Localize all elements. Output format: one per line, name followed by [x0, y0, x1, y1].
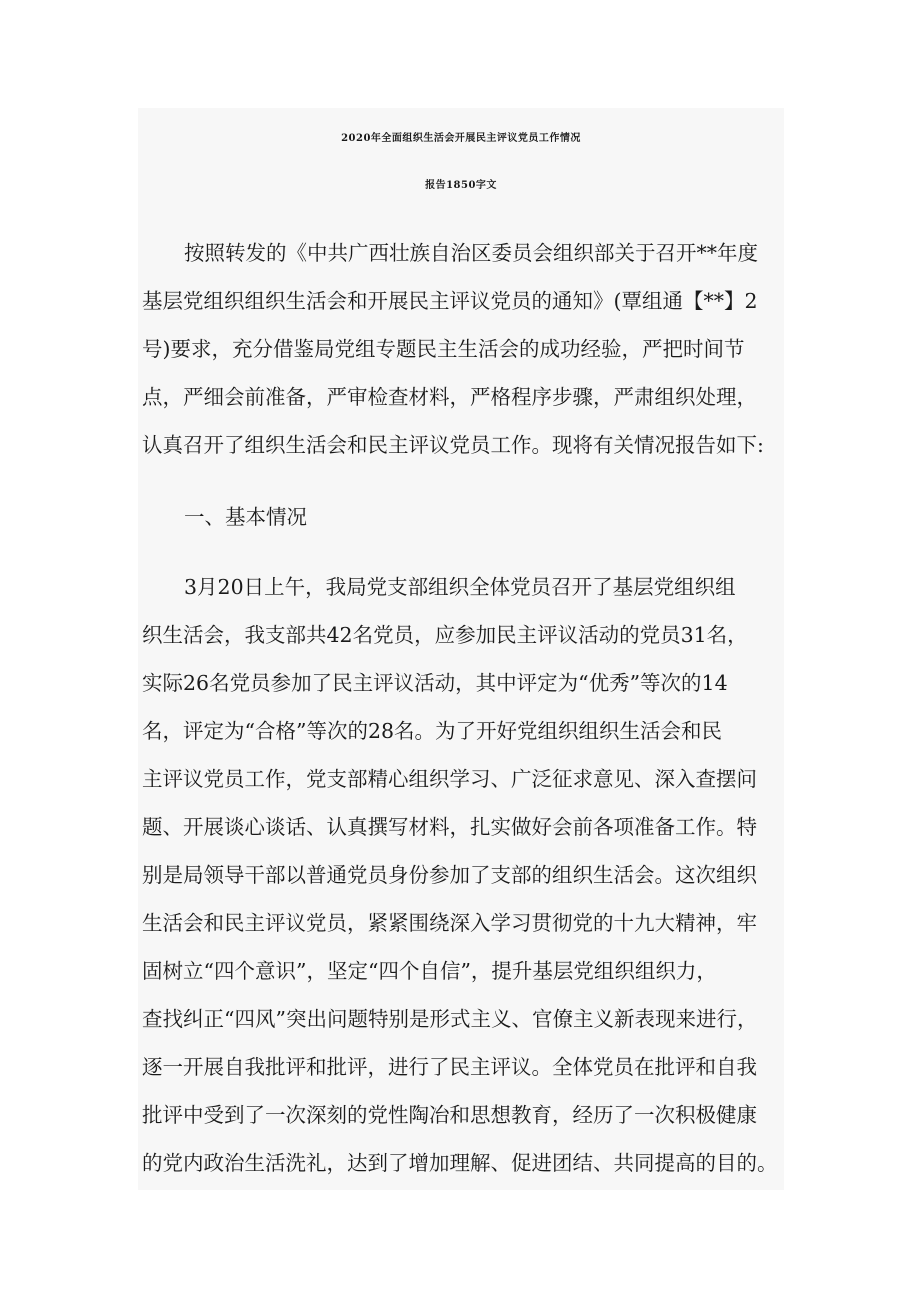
paragraph-line: 3月20日上午，我局党支部组织全体党员召开了基层党组织组	[184, 575, 736, 599]
paragraph-line: 别是局领导干部以普通党员身份参加了支部的组织生活会。这次组织	[142, 863, 757, 887]
paragraph-line: 的党内政治生活洗礼，达到了增加理解、促进团结、共同提高的目的。	[142, 1151, 778, 1175]
paragraph-line: 织生活会，我支部共42名党员，应参加民主评议活动的党员31名，	[142, 623, 748, 647]
paragraph-line: 批评中受到了一次深刻的党性陶冶和思想教育，经历了一次积极健康	[142, 1103, 757, 1127]
section-heading: 一、基本情况	[184, 505, 307, 529]
paragraph-line: 查找纠正“四风”突出问题特别是形式主义、官僚主义新表现来进行，	[142, 1007, 758, 1031]
paragraph-line: 认真召开了组织生活会和民主评议党员工作。现将有关情况报告如下:	[142, 433, 764, 457]
paragraph-line: 逐一开展自我批评和批评，进行了民主评议。全体党员在批评和自我	[142, 1055, 757, 1079]
paragraph-line: 生活会和民主评议党员，紧紧围绕深入学习贯彻党的十九大精神，牢	[142, 911, 757, 935]
document-title-line-2: 报告1850字文	[425, 180, 497, 191]
paragraph-line: 基层党组织组织生活会和开展民主评议党员的通知》(覃组通【**】2	[142, 289, 758, 313]
paragraph-line: 号)要求，充分借鉴局党组专题民主生活会的成功经验，严把时间节	[142, 337, 745, 361]
paragraph-line: 实际26名党员参加了民主评议活动，其中评定为“优秀”等次的14	[142, 671, 728, 695]
paragraph-line: 按照转发的《中共广西壮族自治区委员会组织部关于召开**年度	[184, 241, 758, 265]
paragraph-line: 名，评定为“合格”等次的28名。为了开好党组织组织生活会和民	[142, 719, 723, 743]
paragraph-line: 题、开展谈心谈话、认真撰写材料，扎实做好会前各项准备工作。特	[142, 815, 757, 839]
paragraph-line: 点，严细会前准备，严审检查材料，严格程序步骤，严肃组织处理，	[142, 385, 757, 409]
paragraph-line: 固树立“四个意识”，坚定“四个自信”，提升基层党组织组织力，	[142, 959, 717, 983]
document-title-line-1: 2020年全面组织生活会开展民主评议党员工作情况	[341, 133, 581, 144]
paragraph-line: 主评议党员工作，党支部精心组织学习、广泛征求意见、深入查摆问	[142, 767, 757, 791]
document-page	[138, 108, 784, 1190]
